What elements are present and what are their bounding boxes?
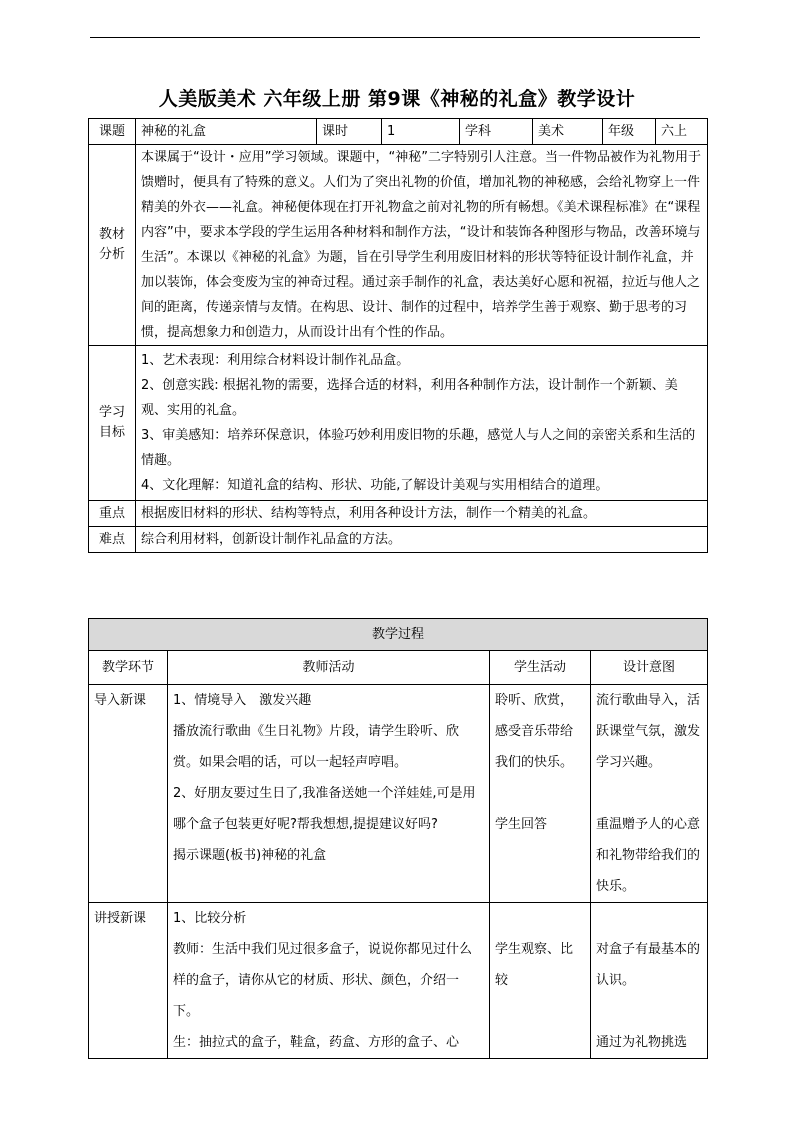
spacer (596, 996, 702, 1027)
grade-label: 年级 (603, 119, 656, 145)
analysis-label: 教材分析 (89, 145, 136, 346)
subject-label: 学科 (460, 119, 533, 145)
teacher-paragraph: 揭示课题(板书)神秘的礼盒 (173, 848, 327, 863)
goal-item: 1、艺术表现：利用综合材料设计制作礼品盒。 (141, 353, 410, 368)
stage-row-intro (89, 685, 708, 903)
spacer (596, 778, 702, 809)
spacer (596, 903, 702, 934)
teacher-activity (168, 685, 490, 903)
intent-paragraph: 对盒子有最基本的认识。 (596, 942, 701, 988)
intent-paragraph: 通过为礼物挑选 (596, 1035, 688, 1050)
student-paragraph: 聆听、欣赏，感受音乐带给我们的快乐。 (495, 693, 574, 770)
difficulty-label: 难点 (89, 527, 136, 553)
period-label: 课时 (317, 119, 382, 145)
goal-item: 3、审美感知：培养环保意识，体验巧妙利用废旧物的乐趣，感觉人与人之间的亲密关系和生活的情趣。 (141, 428, 696, 468)
spacer (495, 778, 585, 809)
intent-paragraph: 重温赠予人的心意和礼物带给我们的快乐。 (596, 817, 701, 894)
teacher-activity (168, 903, 490, 1059)
page-title: 人美版美术 六年级上册 第9课《神秘的礼盒》教学设计 (158, 88, 636, 110)
key-point-text: 根据废旧材料的形状、结构等特点，利用各种设计方法，制作一个精美的礼盒。 (136, 501, 708, 527)
design-intent (591, 903, 708, 1059)
goal-item: 2、创意实践: 根据礼物的需要，选择合适的材料，利用各种制作方法，设计制作一个新颖、美观、实用的礼盒。 (141, 378, 678, 418)
topic-label: 课题 (89, 119, 136, 145)
teacher-paragraph: 1、比较分析 (173, 911, 247, 926)
design-intent (591, 685, 708, 903)
goals-label: 学习目标 (89, 346, 136, 501)
grade-value: 六上 (656, 119, 708, 145)
topic-value: 神秘的礼盒 (136, 119, 317, 145)
process-header: 教学过程 (89, 619, 708, 651)
process-table (88, 618, 708, 1059)
key-point-label: 重点 (89, 501, 136, 527)
info-row (89, 119, 708, 145)
column-header: 设计意图 (591, 651, 708, 685)
process-header-row (89, 619, 708, 651)
difficulty-row (89, 527, 708, 553)
intent-paragraph: 流行歌曲导入，活跃课堂气氛，激发学习兴趣。 (596, 693, 701, 770)
subject-value: 美术 (533, 119, 603, 145)
lesson-info-table (88, 118, 708, 553)
teacher-paragraph: 教师：生活中我们见过很多盒子，说说你都见过什么样的盒子，请你从它的材质、形状、颜色，介绍一下。 (173, 942, 473, 1019)
period-value: 1 (382, 119, 460, 145)
stage-row-new-lesson (89, 903, 708, 1059)
stage-label: 讲授新课 (89, 903, 168, 1059)
column-header: 教师活动 (168, 651, 490, 685)
column-header: 学生活动 (490, 651, 591, 685)
column-header: 教学环节 (89, 651, 168, 685)
student-activity (490, 685, 591, 903)
teacher-paragraph: 2、好朋友要过生日了,我准备送她一个洋娃娃,可是用哪个盒子包装更好呢?帮我想想,提提建议好吗? (173, 786, 476, 832)
stage-label: 导入新课 (89, 685, 168, 903)
student-paragraph: 学生回答 (495, 817, 548, 832)
analysis-text: 本课属于“设计・应用”学习领域。课题中，“神秘”二字特别引人注意。当一件物品被作为礼物用于馈赠时，便具有了特殊的意义。人们为了突出礼物的价值，增加礼物的神秘感，会给礼物穿上一件精美的外衣——礼盒。神秘便体现在打开礼物盒之前对礼物的所有畅想。《美术课程标准》在“课程内容”中，要求本学段的学生运用各种材料和制作方法，“设计和装饰各种图形与物品，改善环境与生活”。本课以《神秘的礼盒》为题，旨在引导学生利用废旧材料的形状等特征设计制作礼盒，并加以装饰，体会变废为宝的神奇过程。通过亲手制作的礼盒，表达美好心愿和祝福，拉近与他人之间的距离，传递亲情与友情。在构思、设计、制作的过程中，培养学生善于观察、勤于思考的习惯，提高想象力和创造力，从而设计出有个性的作品。 (136, 145, 708, 346)
goals-list (136, 346, 708, 501)
spacer (495, 903, 585, 934)
teacher-paragraph: 1、情境导入 激发兴趣 (173, 693, 312, 708)
key-point-row (89, 501, 708, 527)
column-header-row (89, 651, 708, 685)
header-rule (90, 37, 700, 38)
student-activity (490, 903, 591, 1059)
goal-item: 4、文化理解：知道礼盒的结构、形状、功能,了解设计美观与实用相结合的道理。 (141, 478, 609, 493)
difficulty-text: 综合利用材料，创新设计制作礼品盒的方法。 (136, 527, 708, 553)
analysis-row (89, 145, 708, 346)
student-paragraph: 学生观察、比较 (495, 942, 574, 988)
teacher-paragraph: 生：抽拉式的盒子，鞋盒，药盒、方形的盒子、心 (173, 1035, 460, 1050)
goals-row (89, 346, 708, 501)
teacher-paragraph: 播放流行歌曲《生日礼物》片段，请学生聆听、欣赏。如果会唱的话，可以一起轻声哼唱。 (173, 724, 460, 770)
